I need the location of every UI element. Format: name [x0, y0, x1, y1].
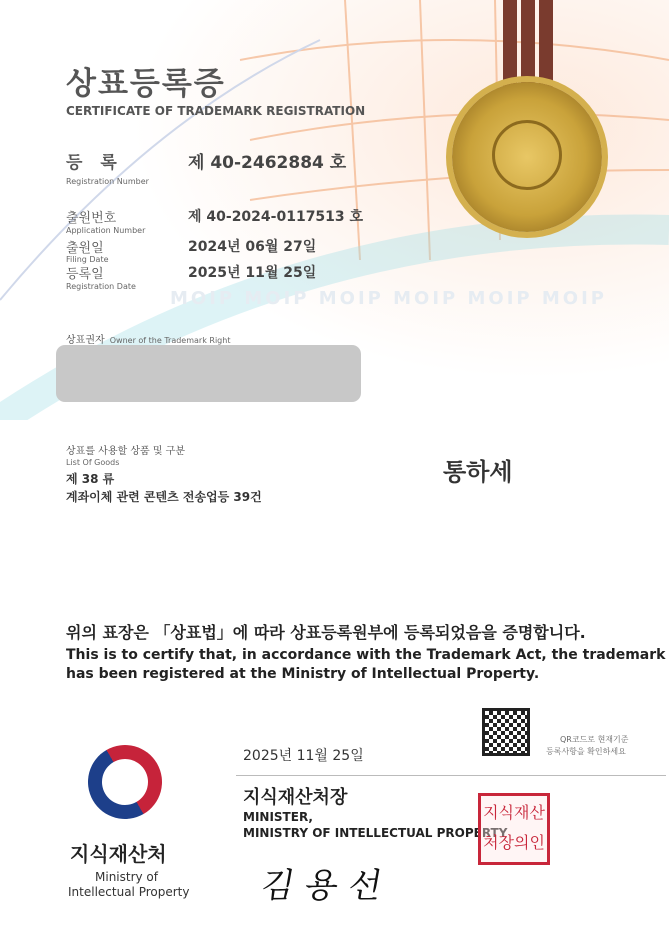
qr-code[interactable]: [482, 708, 530, 756]
title-korean: 상표등록증: [66, 58, 226, 103]
ribbon: [539, 0, 553, 90]
qr-text-2: 등록사항을 확인하세요: [546, 746, 626, 757]
divider: [236, 775, 666, 776]
ribbon: [503, 0, 517, 90]
ministry-emblem-icon: [74, 731, 175, 832]
application-number: 제 40-2024-0117513 호: [188, 206, 363, 226]
filing-label: 출원일: [66, 237, 104, 256]
trademark-text: 통하세: [443, 452, 513, 487]
certify-english-2: has been registered at the Ministry of Intellectual Property.: [66, 666, 539, 682]
ministry-name-en-2: Intellectual Property: [68, 885, 189, 899]
signature: 김 용 선: [258, 858, 387, 907]
goods-label: 상표를 사용할 상품 및 구분: [66, 442, 185, 457]
reg-label-en: Registration Number: [66, 177, 149, 186]
app-label: 출원번호: [66, 207, 116, 226]
watermark: MOIP MOIP MOIP MOIP MOIP MOIP: [170, 288, 607, 309]
minister-title-en-1: MINISTER,: [243, 810, 313, 824]
official-seal: 지식재산처장의인: [478, 793, 550, 865]
filing-date: 2024년 06월 27일: [188, 236, 316, 256]
app-label-en: Application Number: [66, 226, 145, 235]
reg-label: 등 록: [66, 148, 123, 173]
issue-date: 2025년 11월 25일: [243, 745, 364, 765]
filing-label-en: Filing Date: [66, 255, 109, 264]
qr-text-1: QR코드로 현재기준: [560, 734, 629, 745]
owner-redacted: [56, 345, 361, 402]
gold-seal: [452, 82, 602, 232]
registration-number: 제 40-2462884 호: [188, 148, 346, 173]
minister-title-en-2: MINISTRY OF INTELLECTUAL PROPERTY: [243, 826, 507, 840]
title-english: CERTIFICATE OF TRADEMARK REGISTRATION: [66, 104, 365, 118]
ministry-name-en-1: Ministry of: [95, 870, 158, 884]
owner-label-en: Owner of the Trademark Right: [110, 336, 231, 345]
regdate-label-en: Registration Date: [66, 282, 136, 291]
regdate-label: 등록일: [66, 263, 104, 282]
ministry-name-ko: 지식재산처: [70, 838, 167, 867]
certify-english-1: This is to certify that, in accordance with the Trademark Act, the trademark: [66, 647, 665, 663]
registration-date: 2025년 11월 25일: [188, 262, 316, 282]
owner-label: 상표권자: [66, 335, 105, 346]
minister-title-ko: 지식재산처장: [243, 783, 347, 809]
goods-description: 계좌이체 관련 콘텐츠 전송업등 39건: [66, 488, 262, 505]
ribbon: [521, 0, 535, 90]
goods-class: 제 38 류: [66, 470, 114, 487]
goods-label-en: List Of Goods: [66, 458, 119, 467]
certify-korean: 위의 표장은 「상표법」에 따라 상표등록원부에 등록되었음을 증명합니다.: [66, 620, 586, 643]
